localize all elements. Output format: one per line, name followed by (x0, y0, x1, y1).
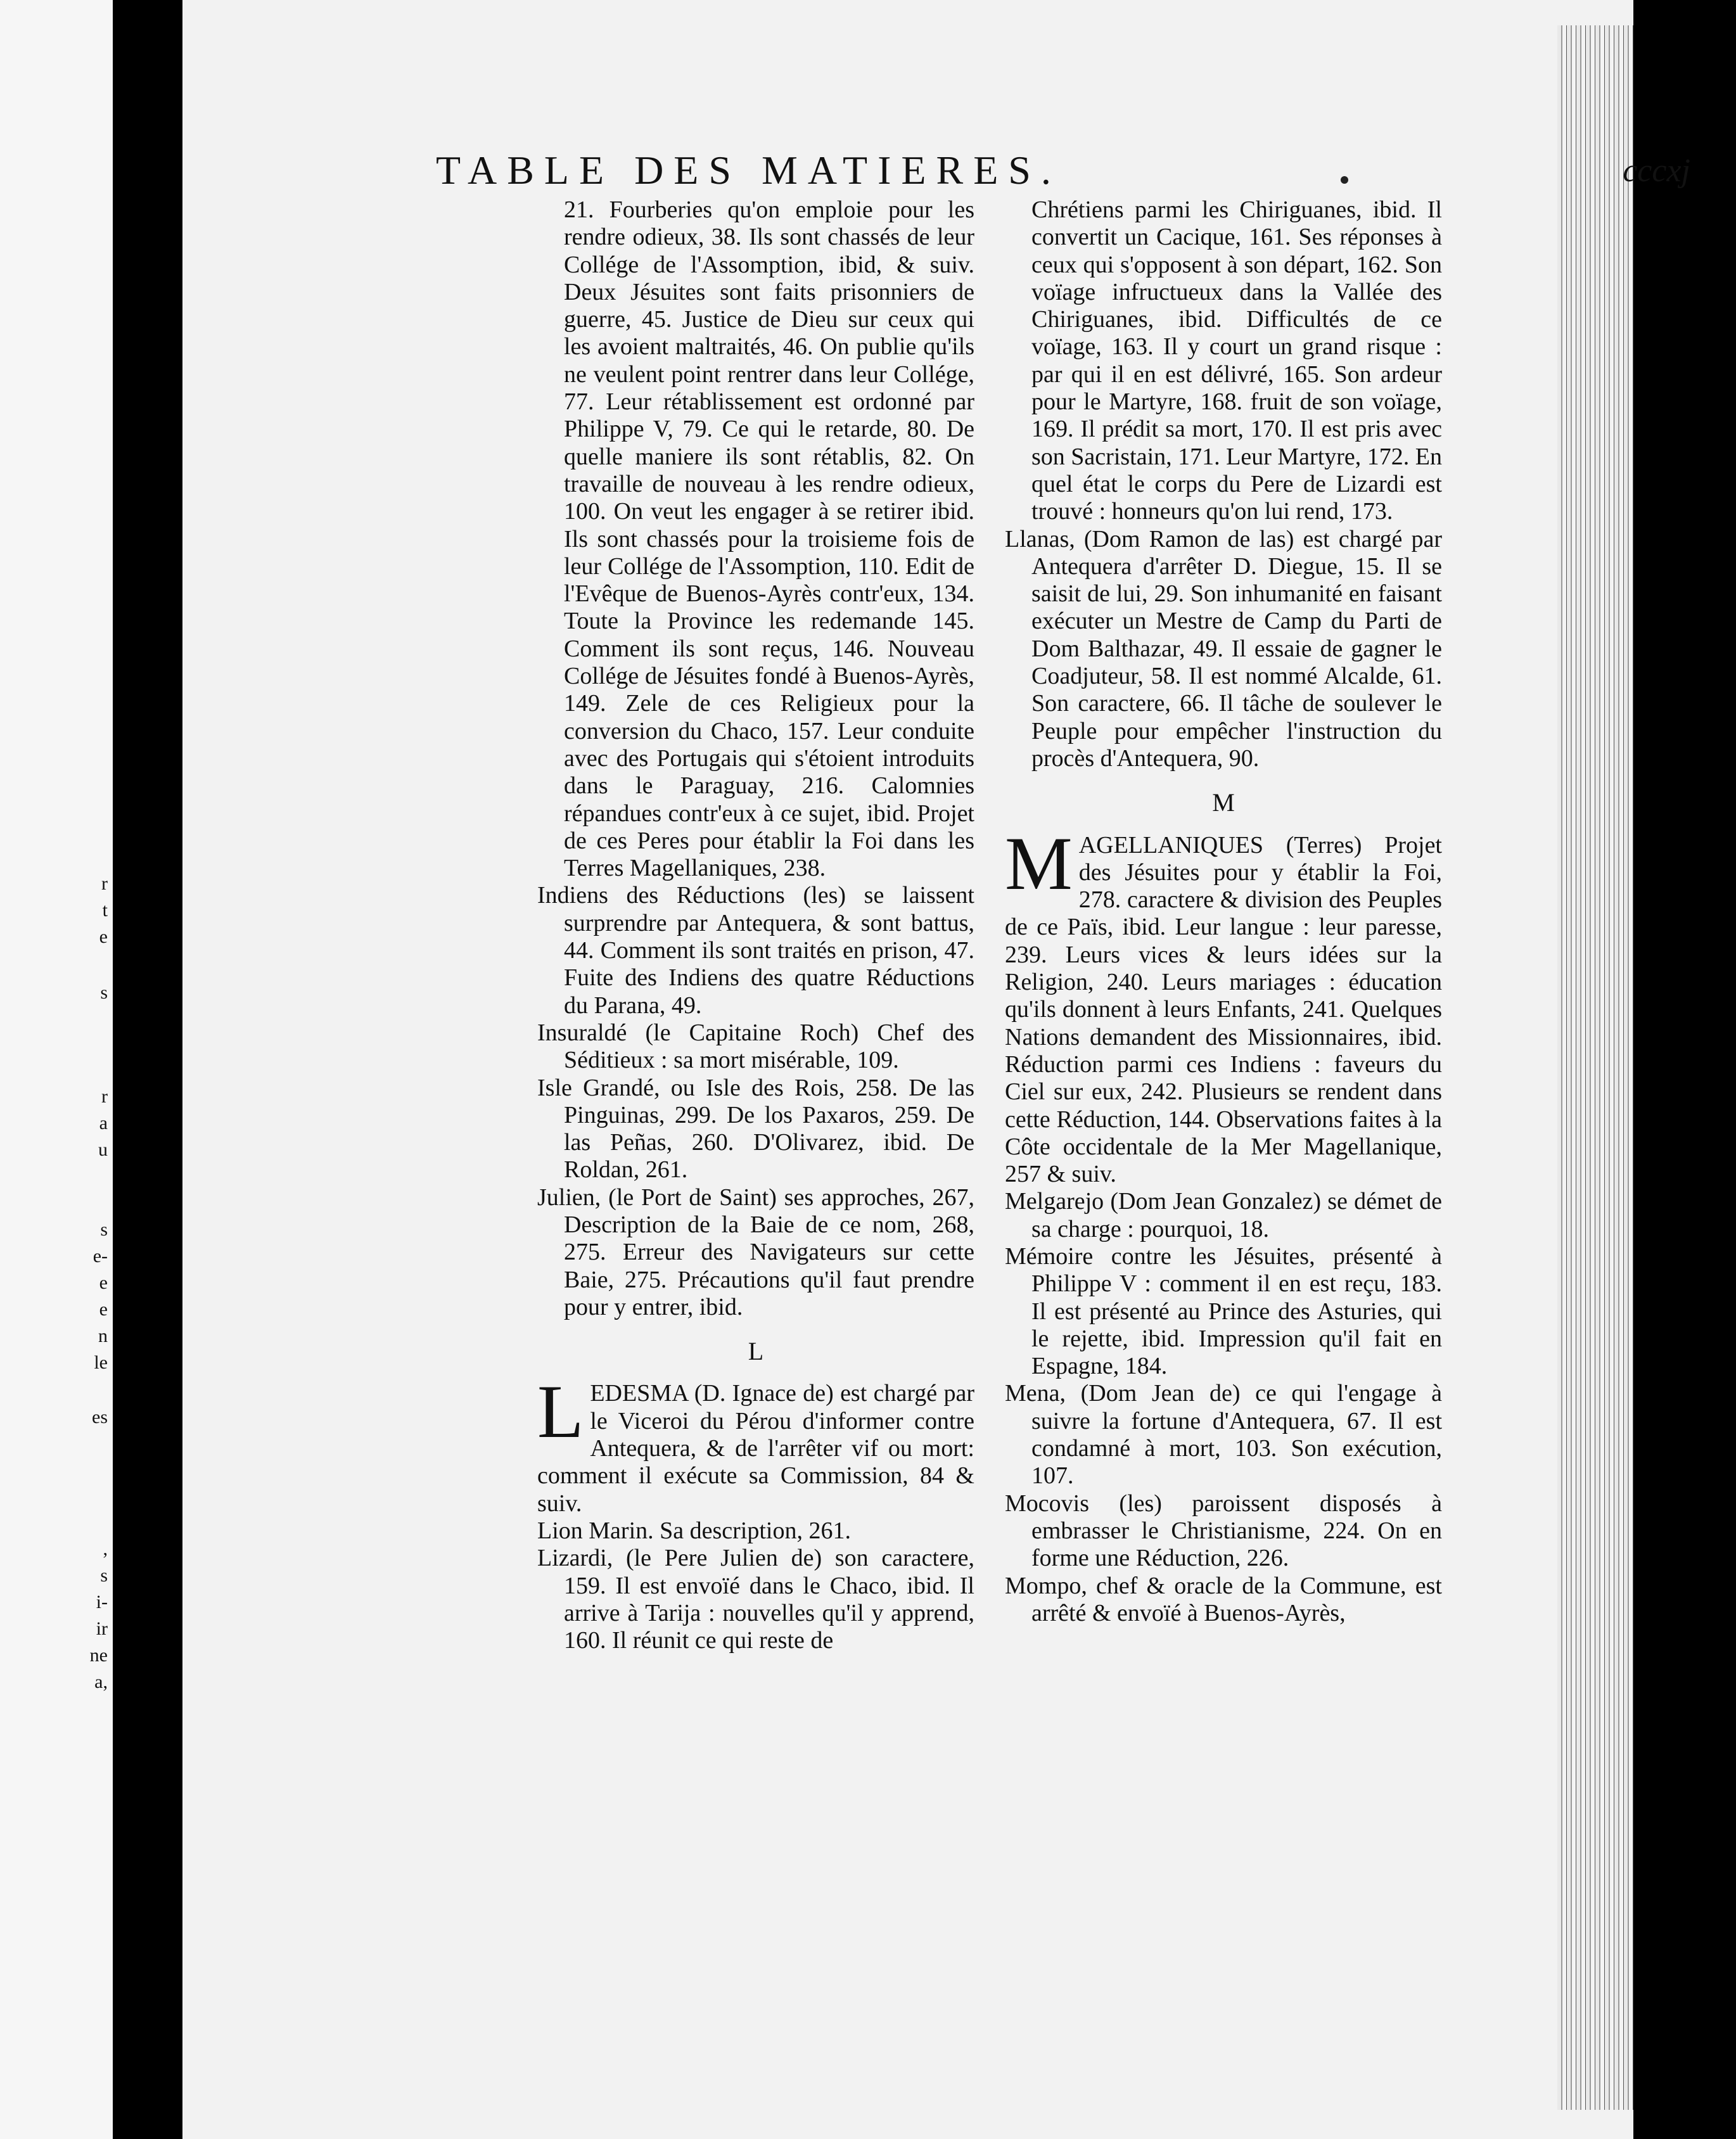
index-entry-continuation: Chrétiens parmi les Chiriguanes, ibid. Il convertit un Cacique, 161. Ses réponses à ceux qui s'opposent à son départ, 162. Son voïage infructueux dans la Vallée des Chiriguanes, ibid. Difficultés de ce voïage, 163. Il y court un grand risque : par qui il en est délivré, 165. Son ardeur pour le Martyre, 168. fruit de son voïage, 169. Il prédit sa mort, 170. Il est pris avec son Sacristain, 171. Leur Martyre, 172. En quel état le corps du Pere de Lizardi est trouvé : honneurs qu'on lui rend, 173. (1031, 196, 1442, 525)
margin-fragment: ir (96, 1618, 108, 1639)
index-entry-lead (537, 1369, 974, 1517)
index-entry: Mompo, chef & oracle de la Commune, est arrêté & envoïé à Buenos-Ayrès, (1005, 1572, 1442, 1626)
index-entry: Mocovis (les) paroissent disposés à embrasser le Christianisme, 224. On en forme une Réduction, 226. (1005, 1490, 1442, 1572)
margin-fragment: t (102, 900, 108, 921)
margin-fragment: s (100, 1565, 108, 1586)
drop-cap-L: L (537, 1369, 584, 1454)
running-title: TABLE DES MATIERES. (436, 148, 1061, 193)
section-letter-L: L (748, 1337, 764, 1366)
margin-fragment: , (103, 1538, 108, 1559)
facing-page-fragment (0, 0, 113, 2139)
margin-fragment: e (99, 1299, 108, 1320)
index-entry: Melgarejo (Dom Jean Gonzalez) se démet de sa charge : pourquoi, 18. (1005, 1188, 1442, 1242)
page-header (436, 147, 1690, 191)
page-number: cccxj (1623, 153, 1690, 189)
margin-fragment: ne (89, 1645, 108, 1666)
index-entry: Lion Marin. Sa description, 261. (537, 1517, 851, 1544)
margin-fragment: e- (93, 1246, 108, 1267)
margin-fragment: n (98, 1325, 108, 1346)
margin-fragment: u (98, 1139, 108, 1160)
index-entry: Mena, (Dom Jean de) ce qui l'engage à suivre la fortune d'Antequera, 67. Il est condamné à mort, 103. Son exécution, 107. (1005, 1380, 1442, 1490)
margin-fragment: e (99, 1272, 108, 1293)
index-entry: Isle Grandé, ou Isle des Rois, 258. De las Pinguinas, 299. De los Paxaros, 259. De las Peñas, 260. D'Olivarez, ibid. De Roldan, 261. (537, 1074, 974, 1184)
margin-fragment: a (99, 1113, 108, 1133)
right-column (1005, 196, 1442, 1627)
book-page (182, 0, 1690, 2139)
margin-fragment: s (100, 1219, 108, 1240)
index-entry-lead (1005, 820, 1442, 1189)
index-entry: Indiens des Réductions (les) se laissent surprendre par Antequera, & sont battus, 44. Comment ils sont traités en prison, 47. Fuite des Indiens des quatre Réductions du Parana, 49. (537, 882, 974, 1019)
index-entry: 21. Fourberies qu'on emploie pour les rendre odieux, 38. Ils sont chassés de leur Collége de l'Assomption, ibid, & suiv. Deux Jésuites sont faits prisonniers de guerre, 45. Justice de Dieu sur ceux qui les avoient maltraités, 46. On publie qu'ils ne veulent point rentrer dans leur Collége, 77. Leur rétablissement est ordonné par Philippe V, 79. Ce qui le retarde, 80. De quelle maniere ils sont rétablis, 82. On travaille de nouveau à les rendre odieux, 100. On veut les engager à se retirer ibid. Ils sont chassés pour la troisieme fois de leur Collége de l'Assomption, 110. Edit de l'Evêque de Buenos-Ayrès contr'eux, 134. Toute la Province les redemande 145. Comment ils sont reçus, 146. Nouveau Collége de Jésuites fondé à Buenos-Ayrès, 149. Zele de ces Religieux pour la conversion du Chaco, 157. Leur conduite avec des Portugais qui s'étoient introduits dans le Paraguay, 216. Calomnies répandues contr'eux à ce sujet, ibid. Projet de ces Peres pour établir la Foi dans les Terres Magellaniques, 238. (564, 196, 974, 882)
margin-fragment: r (101, 1086, 108, 1107)
index-entry: Insuraldé (le Capitaine Roch) Chef des Séditieux : sa mort misérable, 109. (537, 1019, 974, 1074)
margin-fragment: es (92, 1407, 108, 1427)
margin-fragment: e (99, 926, 108, 947)
margin-fragment: le (94, 1352, 108, 1373)
section-letter-M: M (1212, 788, 1235, 817)
page-edges (1557, 25, 1633, 2110)
drop-cap-M: M (1005, 820, 1073, 905)
index-entry: Lizardi, (le Pere Julien de) son caractere, 159. Il est envoïé dans le Chaco, ibid. Il arrive à Tarija : nouvelles qu'il y apprend, 160. Il réunit ce qui reste de (537, 1545, 974, 1654)
left-column (537, 196, 974, 1654)
margin-fragment: s (100, 982, 108, 1003)
margin-fragment: a, (94, 1671, 108, 1692)
margin-fragment: i- (96, 1592, 108, 1612)
margin-fragment: r (101, 873, 108, 894)
lead-entry-text: AGELLANIQUES (Terres) Projet des Jésuites pour y établir la Foi, 278. caractere & division des Peuples de ce Païs, ibid. Leur langue : leur paresse, 239. Leurs vices & leurs idées sur la Religion, 240. Leurs mariages : éducation qu'ils donnent à leurs Enfants, 241. Quelques Nations demandent des Missionnaires, ibid. Réduction parmi ces Indiens : faveurs du Ciel sur eux, 242. Plusieurs se rendent dans cette Réduction, 144. Observations faites à la Côte occidentale de la Mer Magellanique, 257 & suiv. (1005, 831, 1442, 1188)
scan-border (1633, 0, 1659, 2139)
index-entry: Julien, (le Port de Saint) ses approches, 267, Description de la Baie de ce nom, 268, 275. Erreur des Navigateurs sur cette Baie, 275. Précautions qu'il faut prendre pour y entrer, ibid. (537, 1184, 974, 1320)
index-entry: Mémoire contre les Jésuites, présenté à Philippe V : comment il en est reçu, 183. Il est présenté au Prince des Asturies, qui le rejette, ibid. Impression qu'il fait en Espagne, 184. (1005, 1242, 1442, 1380)
lead-entry-text: EDESMA (D. Ignace de) est chargé par le Viceroi du Pérou d'informer contre Antequera, & de l'arrêter vif ou mort: comment il exécute sa Commission, 84 & suiv. (537, 1380, 974, 1517)
index-entry: Llanas, (Dom Ramon de las) est chargé par Antequera d'arrêter D. Diegue, 15. Il se saisit de lui, 29. Son inhumanité en faisant exécuter un Mestre de Camp du Parti de Dom Balthazar, 49. Il essaie de gagner le Coadjuteur, 58. Il est nommé Alcalde, 61. Son caractere, 66. Il tâche de soulever le Peuple pour empêcher l'instruction du procès d'Antequera, 90. (1005, 525, 1442, 772)
book-gutter (113, 0, 182, 2139)
